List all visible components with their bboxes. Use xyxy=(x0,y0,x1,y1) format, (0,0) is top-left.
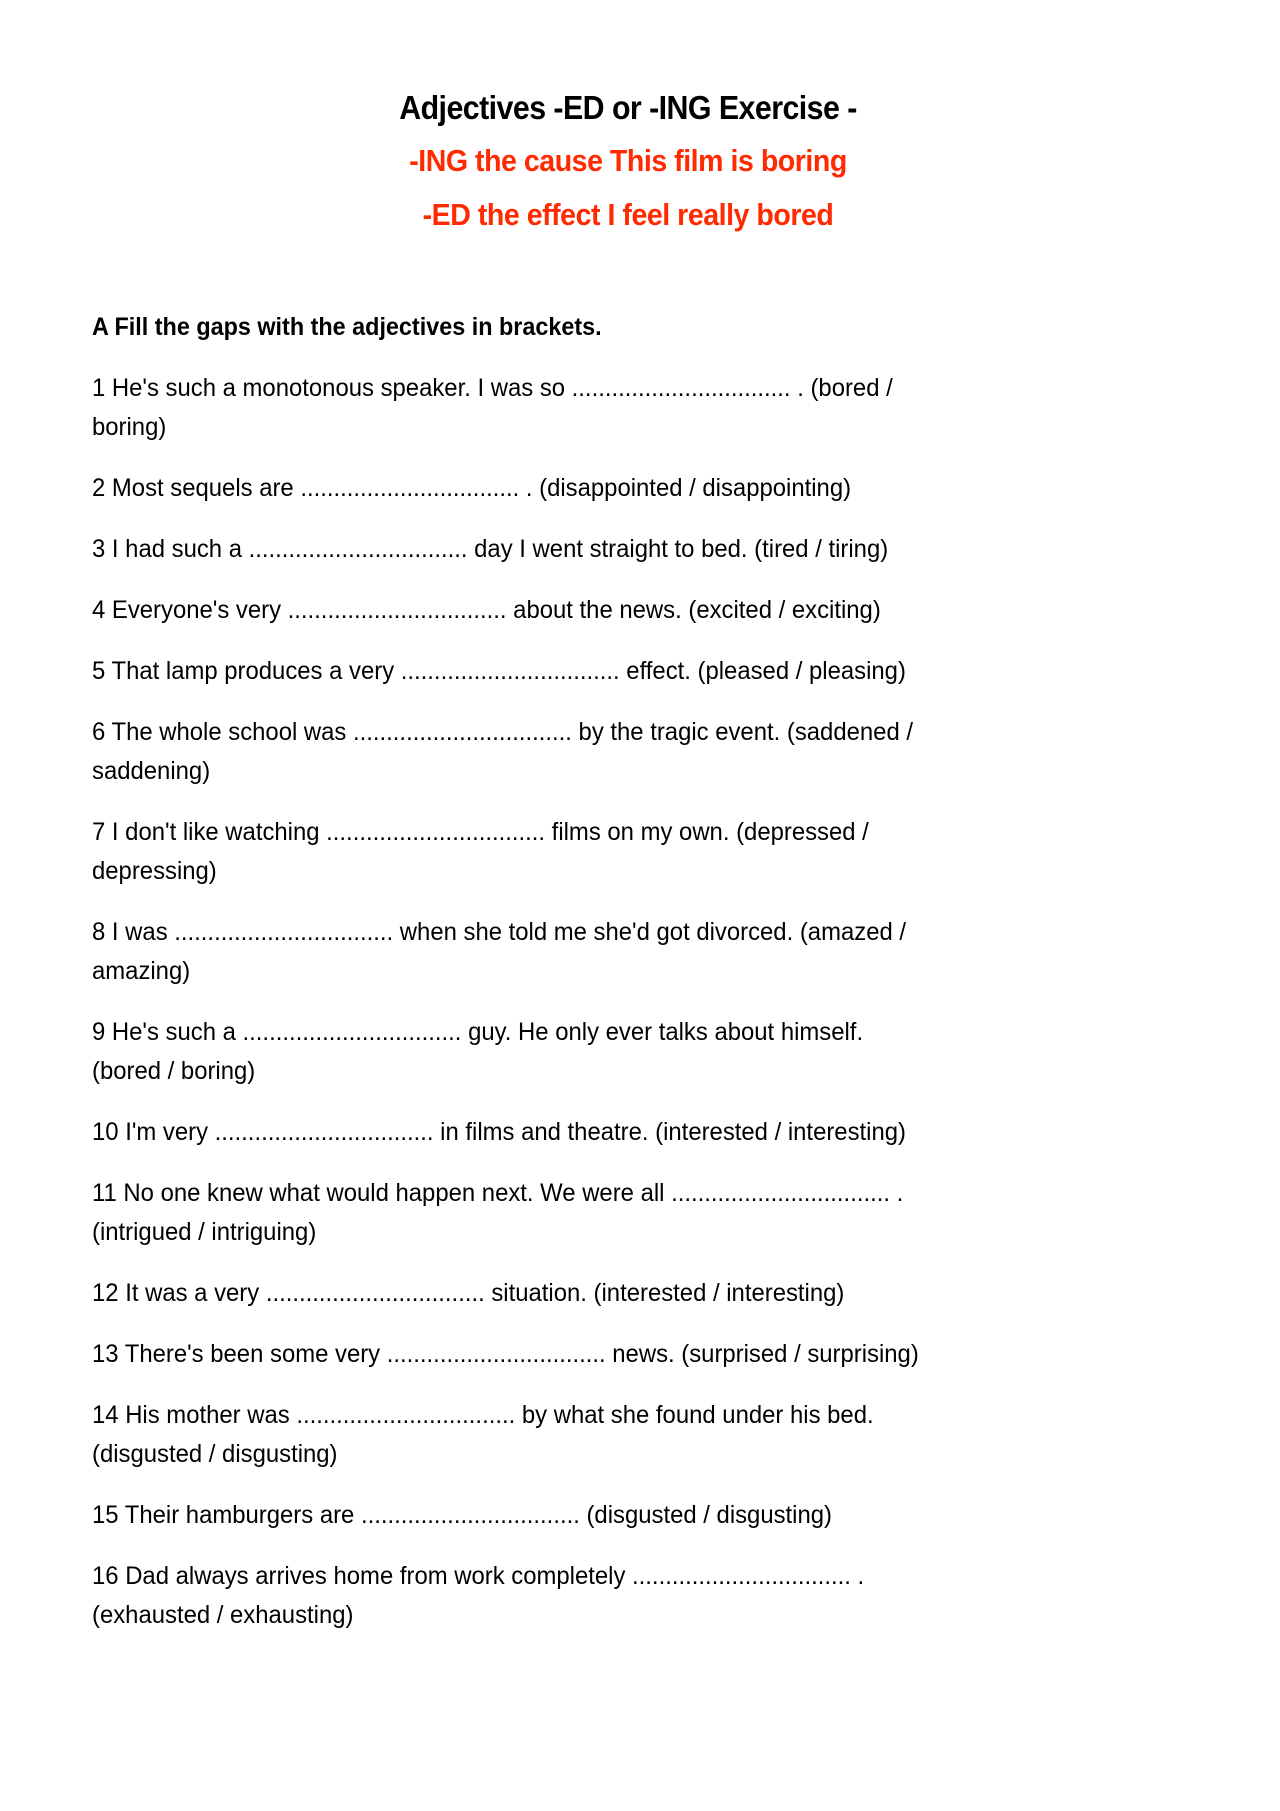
item-line: 11 No one knew what would happen next. We were all ................................. . xyxy=(92,1179,904,1207)
item-line: 4 Everyone's very ................................. about the news. (excited / exciting) xyxy=(92,596,881,624)
rule-ed-effect: -ED the effect I feel really bored xyxy=(422,197,834,232)
item-line: 3 I had such a ................................. day I went straight to bed. (tired / tiring) xyxy=(92,535,889,563)
exercise-item-4 xyxy=(92,591,1192,630)
exercise-item-15 xyxy=(92,1496,1192,1535)
item-line: (exhausted / exhausting) xyxy=(92,1601,354,1629)
item-line: (disgusted / disgusting) xyxy=(92,1440,338,1468)
page-title: Adjectives -ED or -ING Exercise - xyxy=(399,89,857,126)
exercise-item-13 xyxy=(92,1335,1192,1374)
item-line: 10 I'm very ................................. in films and theatre. (interested / interesting) xyxy=(92,1118,906,1146)
exercise-item-11 xyxy=(92,1174,1192,1252)
item-line: 16 Dad always arrives home from work completely ................................. . xyxy=(92,1562,865,1590)
exercise-item-8 xyxy=(92,913,1192,991)
item-line: 5 That lamp produces a very ................................. effect. (pleased / pleasing) xyxy=(92,657,906,685)
item-line: 13 There's been some very ................................. news. (surprised / surprising) xyxy=(92,1340,919,1368)
item-line: 9 He's such a ................................. guy. He only ever talks about himself. xyxy=(92,1018,864,1046)
item-line: 8 I was ................................. when she told me she'd got divorced. (amazed / xyxy=(92,918,907,946)
exercise-item-9 xyxy=(92,1013,1192,1091)
exercise-item-6 xyxy=(92,713,1192,791)
exercise-item-7 xyxy=(92,813,1192,891)
rule-ing-cause: -ING the cause This film is boring xyxy=(409,143,847,178)
exercise-item-14 xyxy=(92,1396,1192,1474)
item-line: 15 Their hamburgers are ................................. (disgusted / disgusting) xyxy=(92,1501,833,1529)
title-block xyxy=(0,88,1256,242)
exercise-item-5 xyxy=(92,652,1192,691)
item-line: 7 I don't like watching ................................. films on my own. (depressed / xyxy=(92,818,869,846)
item-line: 1 He's such a monotonous speaker. I was so ................................. . (bored / xyxy=(92,374,893,402)
item-line: boring) xyxy=(92,413,167,441)
item-line: 14 His mother was ................................. by what she found under his bed. xyxy=(92,1401,874,1429)
exercise-item-2 xyxy=(92,469,1192,508)
item-line: amazing) xyxy=(92,957,191,985)
exercise-a xyxy=(92,308,1192,1657)
exercise-item-10 xyxy=(92,1113,1192,1152)
item-line: 2 Most sequels are ................................. . (disappointed / disappointing) xyxy=(92,474,852,502)
exercise-heading: A Fill the gaps with the adjectives in brackets. xyxy=(92,313,602,341)
item-line: 6 The whole school was ................................. by the tragic event. (saddened / xyxy=(92,718,914,746)
item-line: (intrigued / intriguing) xyxy=(92,1218,317,1246)
item-line: 12 It was a very ................................. situation. (interested / interesting) xyxy=(92,1279,845,1307)
exercise-item-3 xyxy=(92,530,1192,569)
item-line: saddening) xyxy=(92,757,211,785)
item-line: (bored / boring) xyxy=(92,1057,256,1085)
exercise-item-12 xyxy=(92,1274,1192,1313)
item-line: depressing) xyxy=(92,857,217,885)
exercise-item-1 xyxy=(92,369,1192,447)
exercise-item-16 xyxy=(92,1557,1192,1635)
